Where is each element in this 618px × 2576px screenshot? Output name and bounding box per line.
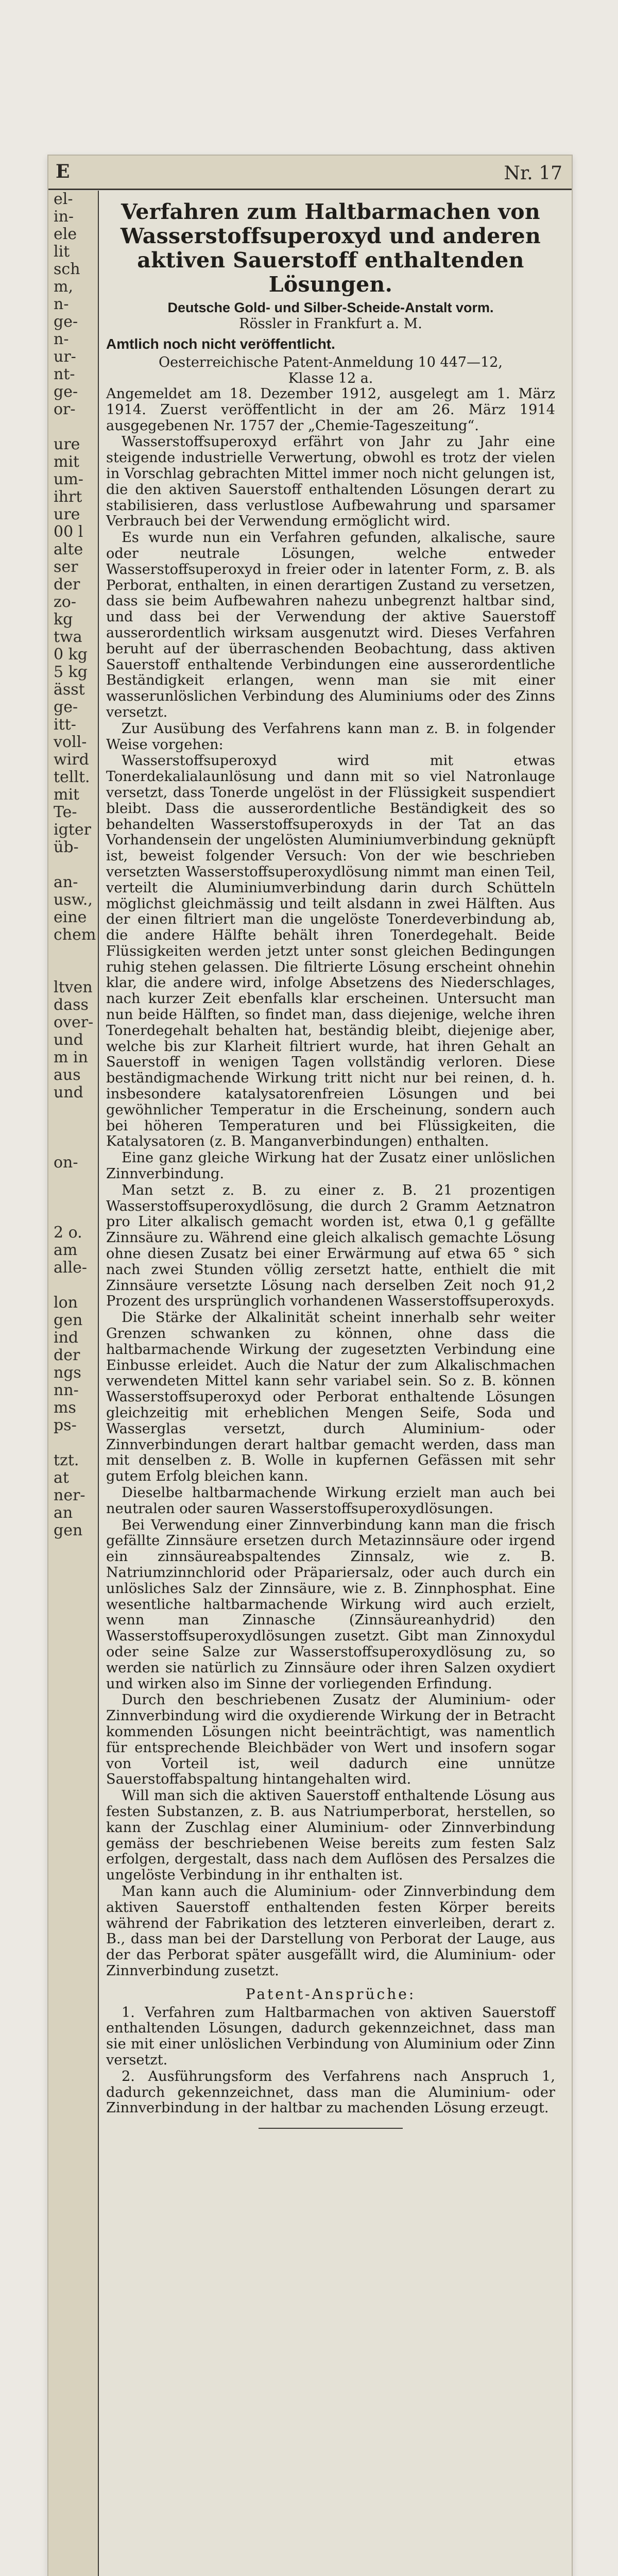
gutter-fragment: ge- — [54, 698, 78, 716]
gutter-fragment: ure — [54, 505, 80, 523]
adjacent-column-fragments — [48, 191, 99, 2576]
applicant-company: Deutsche Gold- und Silber-Scheide-Anstalt vorm. — [167, 300, 494, 315]
gutter-fragment: 2 o. — [54, 1224, 82, 1242]
gutter-fragment: nt- — [54, 365, 75, 383]
claims-heading: Patent-Ansprüche: — [245, 1985, 416, 2003]
gutter-fragment: an — [54, 1504, 73, 1522]
gutter-fragment — [48, 1137, 98, 1154]
body-paragraph: Die Stärke der Alkalinität scheint innerhalb sehr weiter Grenzen schwanken zu können, ohne dass die haltbarmachende Wirkung der zugesetzten Verbindung eine Einbusse erleidet. Auch die Natur der zum Alkalischmachen verwendeten Mittel kann sehr variabel sein. So z. B. können Wasserstoffsuperoxyd oder Perborat enthaltende Lösungen gleichzeitig mit erheblichen Mengen Seife, Soda und Wasserglas versetzt, durch Aluminium- oder Zinnverbindungen derart haltbar gemacht werden, dass man mit denselben z. B. Wolle in kupfernen Gefässen mit sehr gutem Erfolg bleichen kann. — [106, 1310, 555, 1485]
applicant-location: Rössler in Frankfurt a. M. — [239, 316, 422, 332]
header-left-fragment: E — [56, 161, 70, 182]
body-paragraph: Zur Ausübung des Verfahrens kann man z. B. in folgender Weise vorgehen: — [106, 720, 555, 753]
gutter-fragment: m, — [54, 278, 73, 296]
gutter-fragment: eine — [54, 908, 87, 926]
gutter-fragment: ner- — [54, 1486, 85, 1504]
patent-claim: 1. Verfahren zum Haltbarmachen von aktiven Sauerstoff enthaltenden Lösungen, dadurch gekennzeichnet, dass man sie mit einer unlöslichen Verbindung von Aluminium oder Zinn versetzt. — [106, 2004, 555, 2069]
gutter-fragment — [48, 1207, 98, 1224]
gutter-fragment: m in — [54, 1048, 88, 1066]
gutter-fragment: ässt — [54, 681, 85, 699]
article — [106, 192, 555, 2129]
gutter-fragment: ms — [54, 1399, 76, 1417]
gutter-fragment: Te- — [54, 803, 77, 821]
gutter-fragment: sch — [54, 260, 80, 278]
gutter-fragment: usw., — [54, 891, 93, 909]
gutter-fragment: ele — [54, 225, 77, 243]
gutter-fragment: ure — [54, 435, 80, 453]
gutter-fragment: der — [54, 1346, 80, 1364]
gutter-fragment: ge- — [54, 313, 78, 331]
gutter-fragment: dass — [54, 996, 89, 1014]
article-headline: Verfahren zum Haltbarmachen von Wasserstoffsuperoxyd und anderen aktiven Sauerstoff enthaltenden Lösungen. — [120, 199, 541, 297]
body-paragraph: Will man sich die aktiven Sauerstoff enthaltende Lösung aus festen Substanzen, z. B. aus Natriumperborat, herstellen, so kann der Zuschlag einer Aluminium- oder Zinnverbindung gemäss der beschriebenen Weise bereits zum festen Salz erfolgen, dergestalt, dass nach dem Auflösen des Persalzes die ungelöste Verbindung in ihr enthalten ist. — [106, 1788, 555, 1884]
gutter-fragment: ihrt — [54, 488, 82, 506]
gutter-fragment: igter — [54, 821, 91, 839]
gutter-fragment: gen — [54, 1521, 83, 1539]
gutter-fragment — [48, 1277, 98, 1294]
body-paragraph: Wasserstoffsuperoxyd erfährt von Jahr zu Jahr eine steigende industrielle Verwertung, obwohl es trotz der vielen in Vorschlag gebrachten Mittel immer noch nicht gelungen ist, die den aktiven Sauerstoff enthaltenden Lösungen derart zu stabilisieren, dass verlustlose Aufbewahrung und sparsamer Verbrauch bei der Verwendung ermöglicht wird. — [106, 434, 555, 530]
gutter-fragment: am — [54, 1241, 78, 1259]
body-paragraph: Eine ganz gleiche Wirkung hat der Zusatz einer unlöslichen Zinnverbindung. — [106, 1150, 555, 1182]
gutter-fragment: tzt. — [54, 1451, 79, 1469]
gutter-fragment: ge- — [54, 383, 78, 401]
body-paragraph: Es wurde nun ein Verfahren gefunden, alkalische, saure oder neutrale Lösungen, welche entweder Wasserstoffsuperoxyd in freier oder in latenter Form, z. B. als Perborat, enthalten, in einen derartigen Zustand zu versetzen, dass sie beim Aufbewahren nahezu unbegrenzt haltbar sind, und dass bei der Verwendung der aktive Sauerstoff ausserordentlich wirksam ausgenutzt wird. Dieses Verfahren beruht auf der überraschenden Beobachtung, dass aktiven Sauerstoff enthaltende Verbindungen eine ausserordentliche Beständigkeit erlangen, wenn man sie mit einer wasserunlöslichen Verbindung des Aluminiums oder des Zinns versetzt. — [106, 530, 555, 720]
gutter-fragment — [48, 1172, 98, 1189]
gutter-fragment — [48, 418, 98, 436]
gutter-fragment: um- — [54, 470, 83, 488]
body-paragraph: Man kann auch die Aluminium- oder Zinnverbindung dem aktiven Sauerstoff enthaltenden festen Körper bereits während der Fabrikation des letzteren einverleiben, derart z. B., dass man bei der Darstellung von Perborat der Lauge, aus der das Perborat später ausgefällt wird, die Aluminium- oder Zinnverbindung zusetzt. — [106, 1883, 555, 1979]
gutter-fragment: ps- — [54, 1416, 77, 1434]
gutter-fragment: zo- — [54, 593, 77, 611]
gutter-fragment: mit — [54, 786, 80, 804]
patent-filing-line: Oesterreichische Patent-Anmeldung 10 447—12, — [159, 354, 503, 370]
gutter-fragment — [48, 1119, 98, 1137]
gutter-fragment: ngs — [54, 1364, 81, 1382]
gutter-fragment: mit — [54, 453, 80, 471]
gutter-fragment: tellt. — [54, 768, 90, 786]
gutter-fragment: voll- — [54, 733, 87, 751]
gutter-fragment: itt- — [54, 716, 76, 734]
gutter-fragment — [48, 1101, 98, 1119]
gutter-fragment: or- — [54, 400, 76, 418]
body-paragraph: Man setzt z. B. zu einer z. B. 21 prozentigen Wasserstoffsuperoxydlösung, die durch 2 Gramm Aetznatron pro Liter alkalisch gemacht worden ist, etwa 0,1 g gefällte Zinnsäure zu. Während eine gleich alkalisch gemachte Lösung ohne diesen Zusatz bei einer Erwärmung auf etwa 65 ° sich nach zwei Stunden völlig zersetzt hatte, enthielt die mit Zinnsäure versetzte Lösung nach derselben Zeit noch 91,2 Prozent des ursprünglich vorhandenen Wasserstoffsuperoxyds. — [106, 1182, 555, 1310]
gutter-fragment: lon — [54, 1294, 78, 1312]
gutter-fragment: el- — [54, 191, 73, 208]
gutter-fragment: aus — [54, 1066, 81, 1084]
newspaper-clipping — [47, 155, 573, 2576]
gutter-fragment: n- — [54, 295, 69, 313]
patent-class-line: Klasse 12 a. — [288, 370, 373, 386]
gutter-fragment: der — [54, 575, 80, 594]
gutter-fragment: 00 l — [54, 523, 83, 541]
gutter-fragment: ur- — [54, 348, 76, 366]
gutter-fragment: on- — [54, 1154, 78, 1172]
gutter-fragment — [48, 1434, 98, 1452]
body-paragraph: Bei Verwendung einer Zinnverbindung kann man die frisch gefällte Zinnsäure ersetzen durch Metazinnsäure oder irgend ein zinnsäureabspaltendes Zinnsalz, wie z. B. Natriumzinnchlorid oder Präpariersalz, oder auch durch ein unlösliches Salz der Zinnsäure, wie z. B. Zinnphosphat. Eine wesentliche haltbarmachende Wirkung wird auch erzielt, wenn man Zinnasche (Zinnsäureanhydrid) den Wasserstoffsuperoxydlösungen zusetzt. Gibt man Zinnoxydul oder seine Salze zur Wasserstoffsuperoxydlösung zu, so werden sie natürlich zu Zinnsäure oder ihren Salzen oxydiert und wirken also im Sinne der vorliegenden Erfindung. — [106, 1517, 555, 1692]
body-paragraph: Durch den beschriebenen Zusatz der Aluminium- oder Zinnverbindung wird die oxydierende Wirkung der in Betracht kommenden Lösungen nicht beeinträchtigt, was namentlich für entsprechende Bleichbäder von Wert und insofern sogar von Vorteil ist, weil dadurch eine unnütze Sauerstoffabspaltung hintangehalten wird. — [106, 1692, 555, 1788]
gutter-fragment: twa — [54, 628, 82, 646]
patent-claim: 2. Ausführungsform des Verfahrens nach Anspruch 1, dadurch gekennzeichnet, dass man die Aluminium- oder Zinnverbindung in der haltbar zu machenden Lösung erzeugt. — [106, 2068, 555, 2116]
body-paragraph: Dieselbe haltbarmachende Wirkung erzielt man auch bei neutralen oder sauren Wasserstoffsuperoxydlösungen. — [106, 1484, 555, 1517]
body-paragraph: Wasserstoffsuperoxyd wird mit etwas Tonerdekalialaunlösung und dann mit so viel Natronlauge versetzt, dass Tonerde ungelöst in der Flüssigkeit suspendiert bleibt. Dass die ausserordentliche Beständigkeit des so behandelten Wasserstoffsuperoxyds in der Tat an das Vorhandensein der ungelösten Aluminiumverbindung geknüpft ist, beweist folgender Versuch: Von der wie beschrieben versetzten Wasserstoffsuperoxydlösung nimmt man einen Teil, verteilt die Aluminiumverbindung darin durch Schütteln möglichst gleichmässig und teilt alsdann in zwei Hälften. Aus der einen filtriert man die ungelöste Tonerdeverbindung ab, die andere Hälfte behält ihren Tonerdegehalt. Beide Flüssigkeiten werden jetzt unter sonst gleichen Bedingungen ruhig stehen gelassen. Die filtrierte Lösung erscheint ohnehin klar, die andere wird, infolge Absetzens des Niederschlages, nach kurzer Zeit ebenfalls klar erscheinen. Untersucht man nun beide Hälften, so findet man, dass diejenige, welche ihren Tonerdegehalt behalten hat, beständig bleibt, diejenige aber, welche bis zur Klarheit filtriert wurde, hat ihren Gehalt an Sauerstoff in wenigen Tagen vollständig verloren. Diese beständigmachende Wirkung tritt nicht nur bei reinen, d. h. insbesondere katalysatorenfreien Lösungen und bei gewöhnlicher Temperatur in die Erscheinung, sondern auch bei höheren Temperaturen und bei Flüssigkeiten, die Katalysatoren (z. B. Manganverbindungen) enthalten. — [106, 753, 555, 1150]
gutter-fragment: 5 kg — [54, 663, 88, 681]
gutter-fragment: nn- — [54, 1381, 79, 1399]
gutter-fragment: over- — [54, 1013, 94, 1031]
gutter-fragment: und — [54, 1031, 83, 1049]
gutter-fragment: wird — [54, 751, 89, 769]
gutter-fragment: alle- — [54, 1259, 87, 1277]
gutter-fragment: üb- — [54, 838, 79, 856]
clipping-header-strip — [48, 156, 572, 190]
gutter-fragment: kg — [54, 611, 73, 629]
gutter-fragment: chem — [54, 926, 96, 944]
gutter-fragment: 0 kg — [54, 646, 88, 664]
gutter-fragment: lit — [54, 243, 70, 261]
gutter-fragment — [48, 961, 98, 979]
gutter-fragment: ltven — [54, 978, 93, 996]
gutter-fragment: in- — [54, 208, 74, 226]
end-rule — [259, 2128, 403, 2129]
gutter-fragment: at — [54, 1469, 69, 1487]
gutter-fragment: an- — [54, 873, 78, 891]
gutter-fragment: ser — [54, 558, 78, 576]
publication-notice: Amtlich noch nicht veröffentlicht. — [106, 336, 335, 352]
issue-number: Nr. 17 — [504, 163, 562, 184]
gutter-fragment: n- — [54, 330, 69, 348]
body-paragraph: Angemeldet am 18. Dezember 1912, ausgelegt am 1. März 1914. Zuerst veröffentlicht in der am 26. März 1914 ausgegebenen Nr. 1757 der „Chemie-Tageszeitung“. — [106, 386, 555, 434]
gutter-fragment — [48, 1189, 98, 1207]
gutter-fragment — [48, 856, 98, 874]
gutter-fragment: alte — [54, 540, 83, 558]
gutter-fragment: und — [54, 1083, 83, 1101]
gutter-fragment: gen — [54, 1311, 83, 1329]
gutter-fragment: ind — [54, 1329, 79, 1347]
gutter-fragment — [48, 944, 98, 961]
